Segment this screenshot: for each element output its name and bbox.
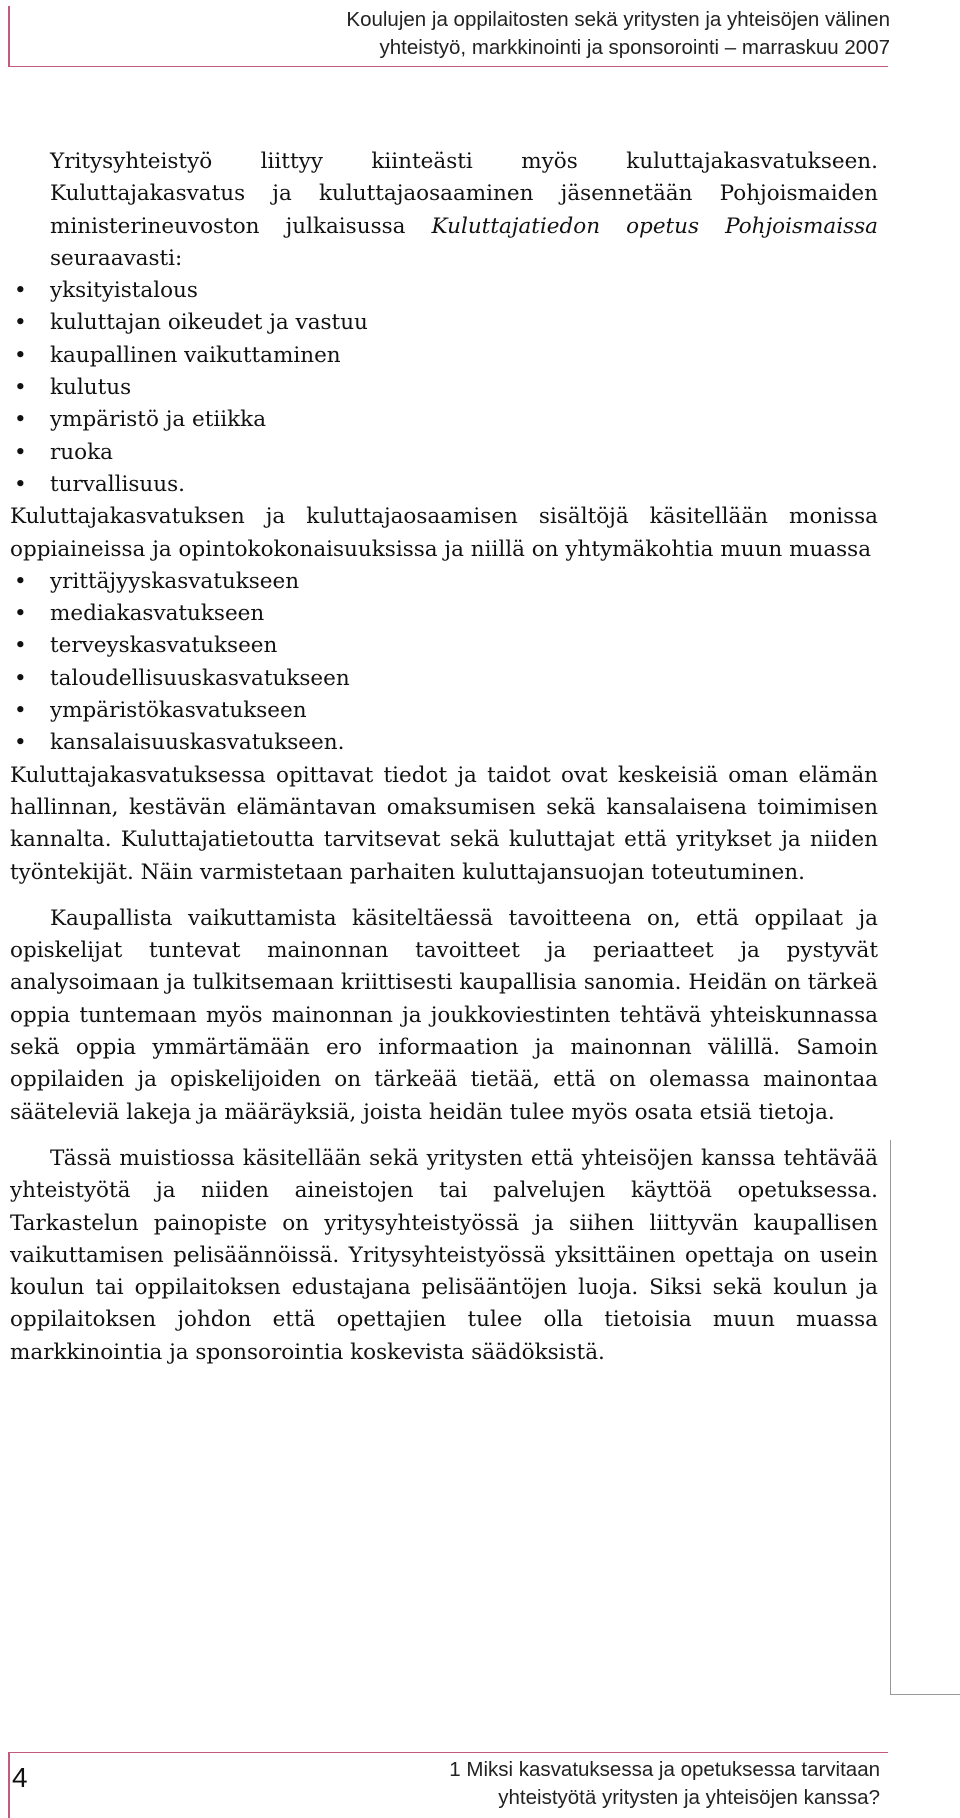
paragraph-5: Tässä muistiossa käsitellään sekä yritysten että yhteisöjen kanssa tehtävää yhteistyötä ja niiden aineistojen tai palvelujen käyttöä opetuksessa. Tarkastelun painopiste on yritysyhteistyössä ja siihen liittyvän kaupallisen vaikuttamisen pelisäännöissä. Yritysyhteistyössä yksittäinen opettaja on usein koulun tai oppilaitoksen edustajana pelisääntöjen luoja. Siksi sekä koulun ja oppilaitoksen johdon että opettajien tulee olla tietoisia muun muassa markkinointia ja sponsorointia koskevista säädöksistä. xyxy=(10,1145,878,1365)
paragraph-3: Kuluttajakasvatuksessa opittavat tiedot ja taidot ovat keskeisiä oman elämän hallinnan, kestävän elämäntavan omaksumisen sekä kansalaisena toimimisen kannalta. Kuluttajatietoutta tarvitsevat sekä kuluttajat että yritykset ja niiden työntekijät. Näin varmistetaan parhaiten kuluttajansuojan toteutuminen. xyxy=(10,762,878,885)
bullet-icon: • xyxy=(14,439,27,465)
margin-rule-vertical xyxy=(890,1140,891,1695)
list-item: • terveyskasvatukseen xyxy=(10,630,878,662)
bullet-icon: • xyxy=(14,568,27,594)
margin-rule-horizontal xyxy=(890,1694,960,1695)
paragraph-4: Kaupallista vaikuttamista käsiteltäessä tavoitteena on, että oppilaat ja opiskelijat tuntevat mainonnan tavoitteet ja periaatteet ja pystyvät analysoimaan ja tulkitsemaan kriittisesti kaupallisia sanomia. Heidän on tärkeä oppia tuntemaan myös mainonnan ja joukkoviestinten tehtävä yhteiskunnassa sekä oppia ymmärtämään ero informaation ja mainonnan välillä. Samoin oppilaiden ja opiskelijoiden on tärkeää tietää, että on olemassa mainontaa sääteleviä lakeja ja määräyksiä, joista heidän tulee myös osata etsiä tietoja. xyxy=(10,905,878,1125)
bullet-icon: • xyxy=(14,730,27,756)
list-item: • ympäristö ja etiikka xyxy=(10,404,878,436)
paragraph-2: Kuluttajakasvatuksen ja kuluttajaosaamisen sisältöjä käsitellään monissa oppiaineissa ja opintokokonaisuuksissa ja niillä on yhtymäkohtia muun muassa xyxy=(10,504,878,562)
list-item: • ruoka xyxy=(10,437,878,469)
bullet-icon: • xyxy=(14,633,27,659)
chapter-reference xyxy=(449,1756,880,1812)
header-rule-vertical xyxy=(8,6,10,66)
chapter-reference-line-2: yhteistyötä yritysten ja yhteisöjen kanssa? xyxy=(498,1786,880,1809)
list-item: • yksityistalous xyxy=(10,275,878,307)
bullet-icon: • xyxy=(14,278,27,304)
bullet-icon: • xyxy=(14,698,27,724)
bullet-icon: • xyxy=(14,601,27,627)
page-number: 4 xyxy=(12,1762,28,1793)
list-item: • turvallisuus. xyxy=(10,469,878,501)
list-item: • kansalaisuuskasvatukseen. xyxy=(10,727,878,759)
footer-rule-vertical xyxy=(8,1752,10,1818)
list-item: • mediakasvatukseen xyxy=(10,598,878,630)
list-item: • taloudellisuuskasvatukseen xyxy=(10,663,878,695)
bullet-icon: • xyxy=(14,310,27,336)
list-item: • kuluttajan oikeudet ja vastuu xyxy=(10,307,878,339)
paragraph-1 xyxy=(50,146,878,275)
running-head-line-1: Koulujen ja oppilaitosten sekä yritysten ja yhteisöjen välinen xyxy=(346,8,890,31)
list-item: • kulutus xyxy=(10,372,878,404)
running-head-line-2: yhteistyö, markkinointi ja sponsorointi – marraskuu 2007 xyxy=(379,36,890,59)
consumer-education-areas-list xyxy=(10,275,878,501)
footer-rule-horizontal xyxy=(8,1752,888,1753)
list-item: • ympäristökasvatukseen xyxy=(10,695,878,727)
chapter-reference-line-1: 1 Miksi kasvatuksessa ja opetuksessa tarvitaan xyxy=(449,1758,880,1781)
publication-title: Kuluttajatiedon opetus Pohjoismaissa xyxy=(431,213,878,239)
bullet-icon: • xyxy=(14,342,27,368)
bullet-icon: • xyxy=(14,665,27,691)
running-head xyxy=(346,6,890,62)
paragraph-1-start: Yritysyhteistyö liittyy kiinteästi myös kuluttajakasvatukseen. Kuluttajakasvatus ja kuluttajaosaaminen jäsennetään Pohjoismaiden ministerineuvoston julkaisussa xyxy=(50,149,878,239)
list-item: • yrittäjyyskasvatukseen xyxy=(10,566,878,598)
related-education-list xyxy=(10,566,878,760)
paragraph-1-end: seuraavasti: xyxy=(50,245,183,271)
bullet-icon: • xyxy=(14,471,27,497)
bullet-icon: • xyxy=(14,375,27,401)
header-rule-horizontal xyxy=(8,66,888,67)
list-item: • kaupallinen vaikuttaminen xyxy=(10,340,878,372)
bullet-icon: • xyxy=(14,407,27,433)
body-text xyxy=(10,146,878,1369)
